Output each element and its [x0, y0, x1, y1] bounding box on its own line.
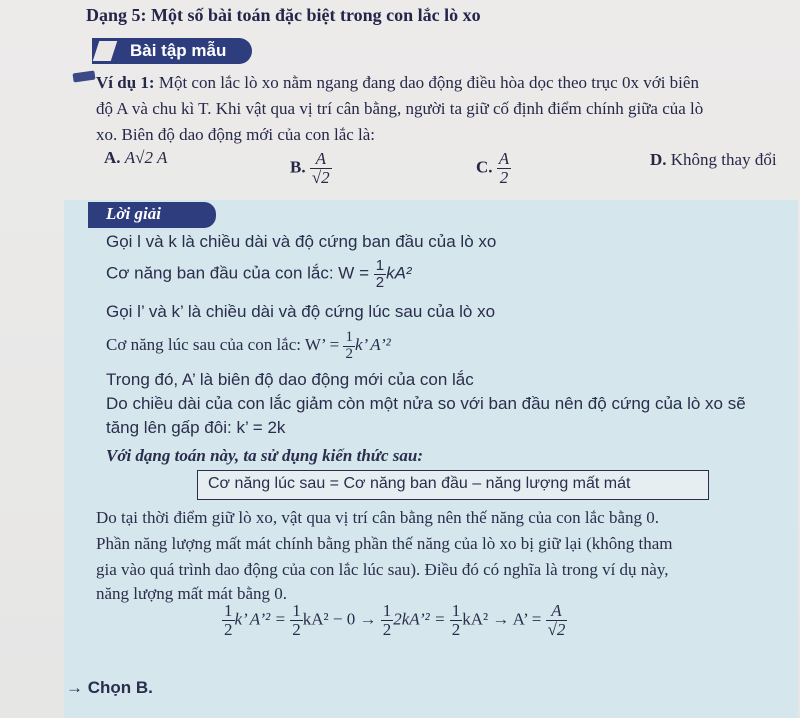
question-text-1: Một con lắc lò xo nằm ngang đang dao động điều hòa dọc theo trục 0x với biên: [154, 73, 699, 92]
solution-line-4-fraction: [343, 330, 355, 363]
eq-frac-2: [290, 602, 303, 639]
solution-line-4: [106, 330, 391, 363]
solution-line-3: Gọi l’ và k’ là chiều dài và độ cứng lúc sau của lò xo: [106, 302, 496, 321]
knowledge-note: Với dạng toán này, ta sử dụng kiến thức sau:: [106, 446, 423, 465]
answer-a-label: A.: [104, 148, 121, 167]
eq-frac-5: [546, 602, 568, 639]
fraction-den: 2: [382, 619, 392, 639]
answer-b-fraction: [310, 150, 332, 187]
answer-c-label: C.: [476, 157, 493, 177]
eq-part-1: k’ A’² =: [234, 609, 286, 629]
solution-heading: Lời giải: [106, 204, 161, 223]
solution-line-7: tăng lên gấp đôi: k’ = 2k: [106, 418, 286, 437]
question-line-1: [96, 72, 699, 94]
eq-frac-1: [222, 602, 235, 639]
fraction-den: √2: [547, 619, 566, 639]
fraction-num: 1: [292, 601, 301, 620]
solution-line-4-text: Cơ năng lúc sau của con lắc: W’ =: [106, 335, 344, 355]
paragraph-line-3: gia vào quá trình dao động của con lắc lúc sau). Điều đó có nghĩa là trong ví dụ này,: [96, 560, 669, 579]
solution-line-5: Trong đó, A’ là biên độ dao động mới của con lắc: [106, 370, 474, 389]
choose-answer: → Chọn B.: [66, 678, 153, 697]
solution-line-2-formula: kA²: [386, 263, 412, 283]
fraction-num: 1: [345, 329, 353, 345]
fraction-den: 2: [292, 619, 301, 639]
question-line-2: độ A và chu kì T. Khi vật qua vị trí cân bằng, người ta giữ cố định điểm chính giữa của lò: [96, 99, 704, 118]
paragraph-line-1: Do tại thời điểm giữ lò xo, vật qua vị trí cân bằng nên thế năng của con lắc bằng 0.: [96, 508, 659, 527]
formula-box: [197, 470, 709, 500]
solution-heading-badge: [88, 202, 216, 228]
pen-icon: [72, 71, 95, 83]
example-badge: [92, 38, 252, 64]
fraction-num: 1: [382, 601, 392, 620]
answer-d-label: D.: [650, 150, 667, 169]
eq-part-4: kA² → A’ =: [462, 609, 542, 629]
answer-d-text: Không thay đổi: [670, 150, 777, 169]
answer-b-label: B.: [290, 157, 306, 177]
section-title: Dạng 5: Một số bài toán đặc biệt trong con lắc lò xo: [86, 5, 481, 25]
solution-line-2-text: Cơ năng ban đầu của con lắc: W =: [106, 263, 374, 283]
answer-a-text: A√2 A: [124, 148, 168, 167]
eq-frac-3: [381, 602, 394, 639]
final-equation: [222, 602, 567, 639]
answer-c-num: A: [498, 149, 510, 168]
solution-line-2-fraction: [374, 258, 386, 291]
answer-d: [650, 150, 777, 170]
solution-line-6: Do chiều dài của con lắc giảm còn một nửa so với ban đầu nên độ cứng của lò xo sẽ: [106, 394, 746, 413]
answer-b-den: √2: [311, 167, 330, 187]
eq-frac-4: [450, 602, 463, 639]
solution-line-2: [106, 258, 412, 291]
solution-line-1: Gọi l và k là chiều dài và độ cứng ban đầu của lò xo: [106, 232, 497, 251]
fraction-den: 2: [451, 619, 461, 639]
fraction-num: 1: [375, 257, 385, 274]
badge-label: Bài tập mẫu: [130, 41, 227, 60]
fraction-num: 1: [224, 601, 233, 620]
answer-c-den: 2: [499, 167, 509, 187]
answer-b: [290, 150, 332, 187]
answer-b-num: A: [310, 150, 332, 169]
eq-part-3: 2kA’² =: [393, 609, 446, 629]
answer-a: [104, 148, 167, 168]
answer-c: [476, 150, 511, 187]
fraction-den: 2: [375, 273, 385, 291]
paragraph-line-2: Phần năng lượng mất mát chính bằng phần thế năng của lò xo bị giữ lại (không tham: [96, 534, 673, 553]
answer-c-fraction: [497, 150, 511, 187]
fraction-den: 2: [224, 619, 233, 639]
fraction-num: A: [546, 602, 568, 621]
question-line-3: xo. Biên độ dao động mới của con lắc là:: [96, 125, 376, 144]
badge-tab: [93, 41, 117, 61]
paragraph-line-4: năng lượng mất mát bằng 0.: [96, 584, 288, 603]
eq-part-2: kA² − 0 →: [302, 609, 377, 629]
solution-line-4-formula: k’ A’²: [354, 335, 391, 355]
example-label: Ví dụ 1:: [96, 73, 155, 92]
fraction-num: 1: [451, 601, 461, 620]
formula-box-text: Cơ năng lúc sau = Cơ năng ban đầu – năng lượng mất mát: [208, 475, 631, 492]
fraction-den: 2: [345, 345, 353, 362]
